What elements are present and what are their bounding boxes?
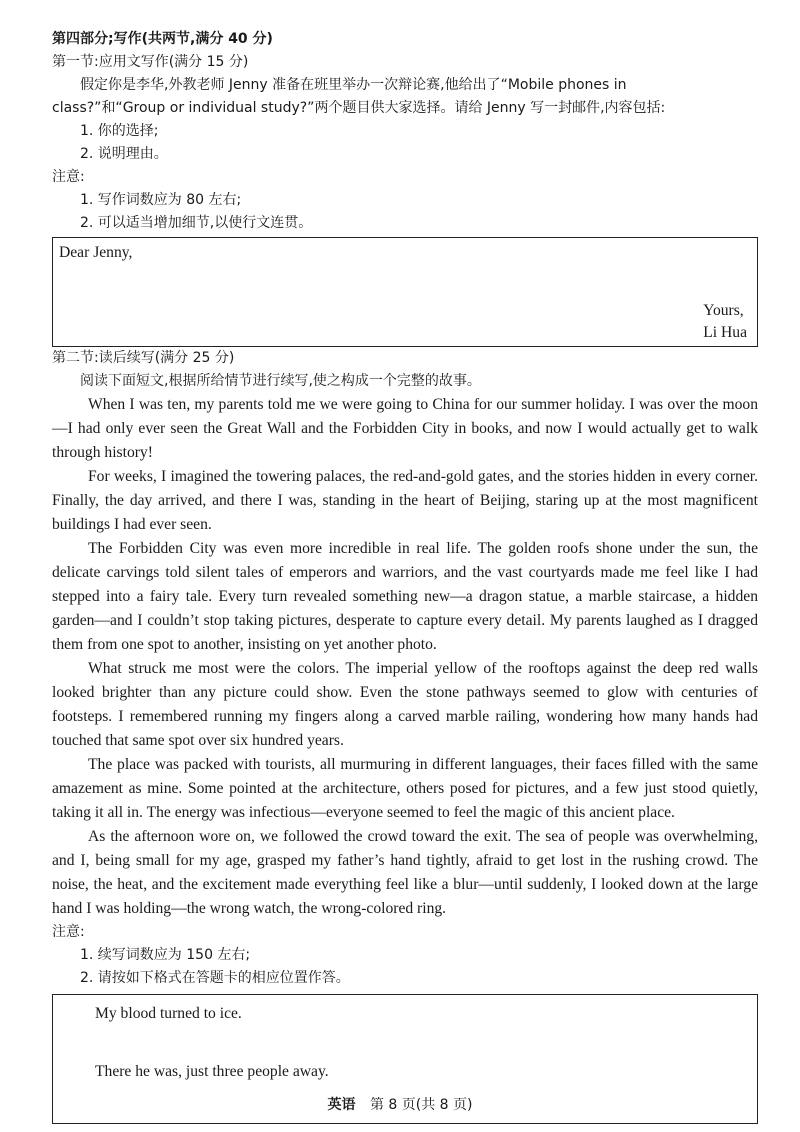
- footer-page-number: 第 8 页(共 8 页): [369, 1097, 473, 1113]
- section1-note-label: 注意:: [52, 169, 85, 185]
- section1-prompt-line1: 假定你是李华,外教老师 Jenny 准备在班里举办一次辩论赛,他给出了“Mobile phones in: [80, 77, 627, 93]
- section1-note-1: 1. 写作词数应为 80 左右;: [80, 192, 242, 208]
- footer-subject: 英语: [327, 1097, 356, 1113]
- section2-note-label: 注意:: [52, 924, 85, 940]
- exam-page: [52, 28, 758, 1124]
- letter-greeting: Dear Jenny,: [59, 244, 133, 261]
- section1-note-2: 2. 可以适当增加细节,以使行文连贯。: [80, 215, 313, 231]
- letter-answer-box[interactable]: [52, 237, 758, 347]
- part4-title: 第四部分;写作(共两节,满分 40 分): [52, 31, 273, 47]
- answer-starter-2: There he was, just three people away.: [95, 1063, 329, 1080]
- story-paragraph: The Forbidden City was even more incredible in real life. The golden roofs shone under the sun, the delicate carvings told silent tales of emperors and warriors, and the vast courtyards made me feel like I had stepped into a fairy tale. Every turn revealed something new—a dragon statue, a marble staircase, a hidden garden—and I couldn’t stop taking pictures, desperate to capture every detail. My parents laughed as I dragged them from one spot to another, insisting on yet another photo.: [52, 540, 758, 653]
- letter-closing-yours: Yours,: [703, 302, 744, 319]
- section2-instruction: 阅读下面短文,根据所给情节进行续写,使之构成一个完整的故事。: [80, 373, 481, 389]
- section1-title: 第一节:应用文写作(满分 15 分): [52, 54, 249, 70]
- section1-point-2: 2. 说明理由。: [80, 146, 168, 162]
- section1-prompt-line2: class?”和“Group or individual study?”两个题目供大家选择。请给 Jenny 写一封邮件,内容包括:: [52, 100, 666, 116]
- letter-closing: [703, 300, 747, 344]
- story-paragraph: When I was ten, my parents told me we were going to China for our summer holiday. I was over the moon—I had only ever seen the Great Wall and the Forbidden City in books, and now I would actually get to walk through history!: [52, 396, 758, 461]
- story-passage: [52, 393, 758, 921]
- section2-note-1: 1. 续写词数应为 150 左右;: [80, 947, 251, 963]
- page-footer: [0, 1094, 800, 1114]
- section1-point-1: 1. 你的选择;: [80, 123, 159, 139]
- answer-starter-1: My blood turned to ice.: [95, 1005, 242, 1022]
- section2-title: 第二节:读后续写(满分 25 分): [52, 350, 235, 366]
- section2-note-2: 2. 请按如下格式在答题卡的相应位置作答。: [80, 970, 350, 986]
- story-paragraph: For weeks, I imagined the towering palaces, the red-and-gold gates, and the stories hidden in every corner. Finally, the day arrived, and there I was, standing in the heart of Beijing, staring up at the most magnificent buildings I had ever seen.: [52, 468, 758, 533]
- story-paragraph: As the afternoon wore on, we followed the crowd toward the exit. The sea of people was overwhelming, and I, being small for my age, grasped my father’s hand tightly, afraid to get lost in the rushing crowd. The noise, the heat, and the excitement made everything feel like a blur—until suddenly, I looked down at the large hand I was holding—the wrong watch, the wrong-colored ring.: [52, 828, 758, 917]
- story-paragraph: The place was packed with tourists, all murmuring in different languages, their faces filled with the same amazement as mine. Some pointed at the architecture, others posed for pictures, and a few just stood quietly, taking it all in. The energy was infectious—everyone seemed to feel the magic of this ancient place.: [52, 756, 758, 821]
- story-paragraph: What struck me most were the colors. The imperial yellow of the rooftops against the deep red walls looked brighter than any picture could show. Even the stone pathways seemed to glow with centuries of footsteps. I remembered running my fingers along a carved marble railing, wondering how many hands had touched that same spot over six hundred years.: [52, 660, 758, 749]
- letter-closing-name: Li Hua: [703, 324, 747, 341]
